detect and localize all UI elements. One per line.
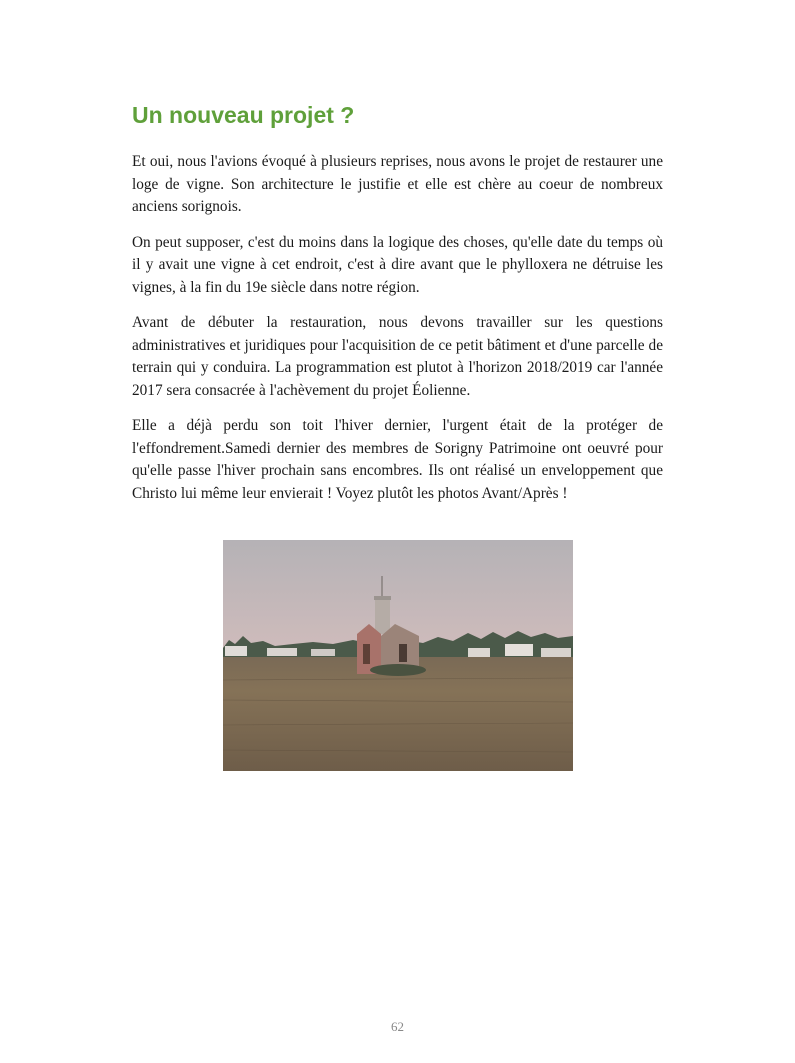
page-title: Un nouveau projet ? bbox=[132, 102, 355, 128]
paragraph-2: On peut supposer, c'est du moins dans la logique des choses, qu'elle date du temps où il y avait une vigne à cet endroit, c'est à dire avant que le phylloxera ne détruise les vignes, à la fin du 19e siècle dans notre région. bbox=[132, 233, 663, 296]
paragraph-1: Et oui, nous l'avions évoqué à plusieurs reprises, nous avons le projet de restaurer une loge de vigne. Son architecture le justifie et elle est chère au coeur de nombreux anciens sorignois. bbox=[132, 153, 663, 215]
paragraph-3: Avant de débuter la restauration, nous devons travailler sur les questions administratives et juridiques pour l'acquisition de ce petit bâtiment et d'une parcelle de terrain qui y conduira. La programmation est plutot à l'horizon 2018/2019 car l'année 2017 sera consacrée à l'achèvement du projet Éolienne. bbox=[132, 314, 663, 399]
page-number: 62 bbox=[391, 1019, 404, 1034]
paragraph-4: Elle a déjà perdu son toit l'hiver dernier, l'urgent était de la protéger de l'effondrement.Samedi dernier des membres de Sorigny Patrimoine ont oeuvré pour qu'elle passe l'hiver prochain sans encombres. Ils ont réalisé un enveloppement que Christo lui même leur envierait ! Voyez plutôt les photos Avant/Après ! bbox=[132, 417, 663, 502]
vineyard-lodge-photo bbox=[223, 540, 573, 771]
article-body bbox=[132, 151, 663, 518]
